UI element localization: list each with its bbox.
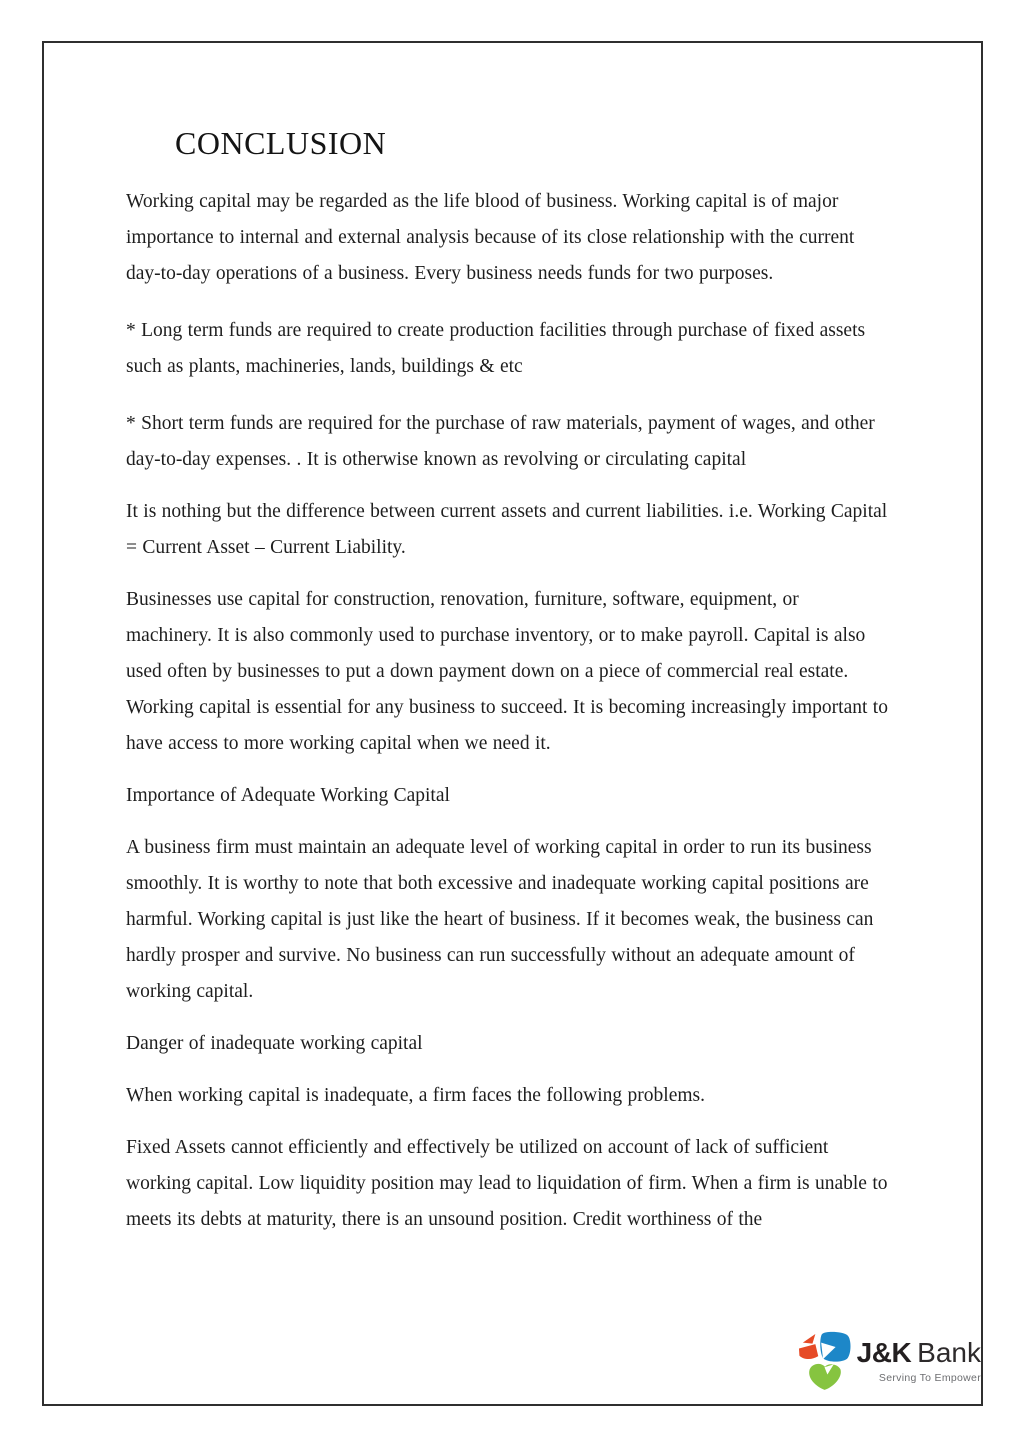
logo-tagline: Serving To Empower xyxy=(878,1372,981,1384)
fixed-assets-paragraph: Fixed Assets cannot efficiently and effectively be utilized on account of lack of sufficient working capital. Low liquidity position may lead to liquidation of firm. When a firm is unable to meets its debts at maturity, there is an unsound position. Credit worthiness of the xyxy=(126,1137,888,1230)
capital-uses-paragraph: Businesses use capital for construction, renovation, furniture, software, equipment, or machinery. It is also commonly used to purchase inventory, or to make payroll. Capital is also used often by businesses to put a down payment down on a piece of commercial real estate. Working capital is essential for any business to succeed. It is becoming increasingly important to have access to more working capital when we need it. xyxy=(126,589,888,754)
logo-bank-text: Bank xyxy=(917,1337,981,1368)
logo-text-column xyxy=(857,1338,981,1384)
short-term-funds-paragraph: * Short term funds are required for the purchase of raw materials, payment of wages, and other day-to-day expenses. . It is otherwise known as revolving or circulating capital xyxy=(126,413,875,470)
page-border xyxy=(42,41,983,1406)
long-term-funds-paragraph: * Long term funds are required to create production facilities through purchase of fixed assets such as plants, machineries, lands, buildings & etc xyxy=(126,320,866,377)
page-title: CONCLUSION xyxy=(175,125,387,161)
working-capital-definition-paragraph: It is nothing but the difference between current assets and current liabilities. i.e. Working Capital = Current Asset – Current Liability. xyxy=(126,501,888,558)
inadequate-intro-paragraph: When working capital is inadequate, a firm faces the following problems. xyxy=(126,1085,705,1106)
danger-heading: Danger of inadequate working capital xyxy=(126,1033,423,1054)
jk-bank-logo xyxy=(794,1330,981,1392)
importance-heading: Importance of Adequate Working Capital xyxy=(126,785,450,806)
document-content xyxy=(44,43,981,1404)
importance-paragraph: A business firm must maintain an adequate level of working capital in order to run its business smoothly. It is worthy to note that both excessive and inadequate working capital positions are harmful. Working capital is just like the heart of business. If it becomes weak, the business can hardly prosper and survive. No business can run successfully without an adequate amount of working capital. xyxy=(126,837,874,1002)
logo-jk-text: J&K xyxy=(856,1337,912,1368)
jk-bank-logo-icon xyxy=(798,1330,852,1392)
intro-paragraph: Working capital may be regarded as the life blood of business. Working capital is of major importance to internal and external analysis because of its close relationship with the current day-to-day operations of a business. Every business needs funds for two purposes. xyxy=(126,191,855,284)
logo-wordmark xyxy=(857,1338,981,1373)
